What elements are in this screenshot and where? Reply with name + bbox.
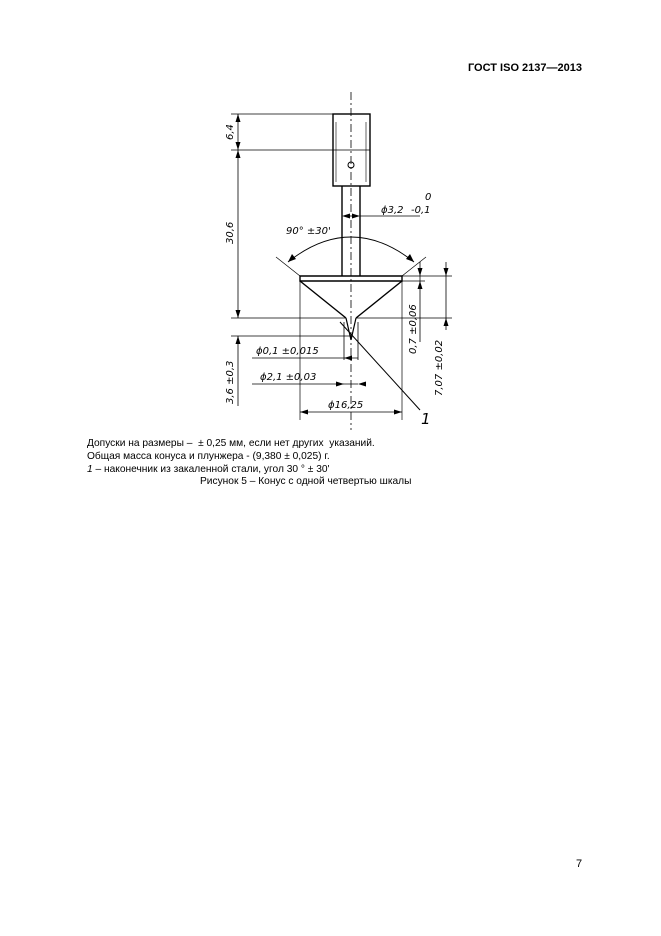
note-tip — [87, 463, 567, 476]
document-code-header: ГОСТ ISO 2137—2013 — [467, 62, 582, 74]
dim-rod-diameter-label: ϕ3,2 — [381, 205, 404, 216]
dim-tip-dia-label: ϕ0,1 ±0,015 — [256, 346, 319, 357]
note-tolerances: Допуски на размеры – ± 0,25 мм, если нет других указаний. — [87, 438, 375, 449]
dim-length-label: 30,6 — [225, 221, 236, 244]
note-mass: Общая масса конуса и плунжера - (9,380 ± 0,025) г. — [87, 451, 330, 462]
dim-top-label: 6,4 — [225, 124, 236, 140]
dim-cone-height-label: 7,07 ±0,02 — [434, 339, 445, 396]
dim-tip-height-label: 3,6 ±0,3 — [225, 360, 236, 404]
dim-lower-dia-label: ϕ2,1 ±0,03 — [260, 372, 317, 383]
note-tip-text: – наконечник из закаленной стали, угол 30 ° ± 30' — [92, 464, 330, 475]
page-number: 7 — [576, 858, 583, 870]
dim-angle-label: 90° ±30' — [286, 226, 331, 237]
dim-rod-tol-lower: -0,1 — [411, 205, 431, 216]
callout-number-label: 1 — [421, 410, 431, 428]
figure-notes — [87, 437, 567, 476]
dim-rim-label: 0,7 ±0,06 — [408, 304, 419, 354]
dim-cone-dia-label: ϕ16,25 — [328, 400, 364, 411]
note-tip-number: 1 — [87, 464, 93, 475]
figure-caption: Рисунок 5 – Конус с одной четвертью шкалы — [200, 476, 412, 487]
dim-rod-tol-upper: 0 — [425, 192, 432, 203]
